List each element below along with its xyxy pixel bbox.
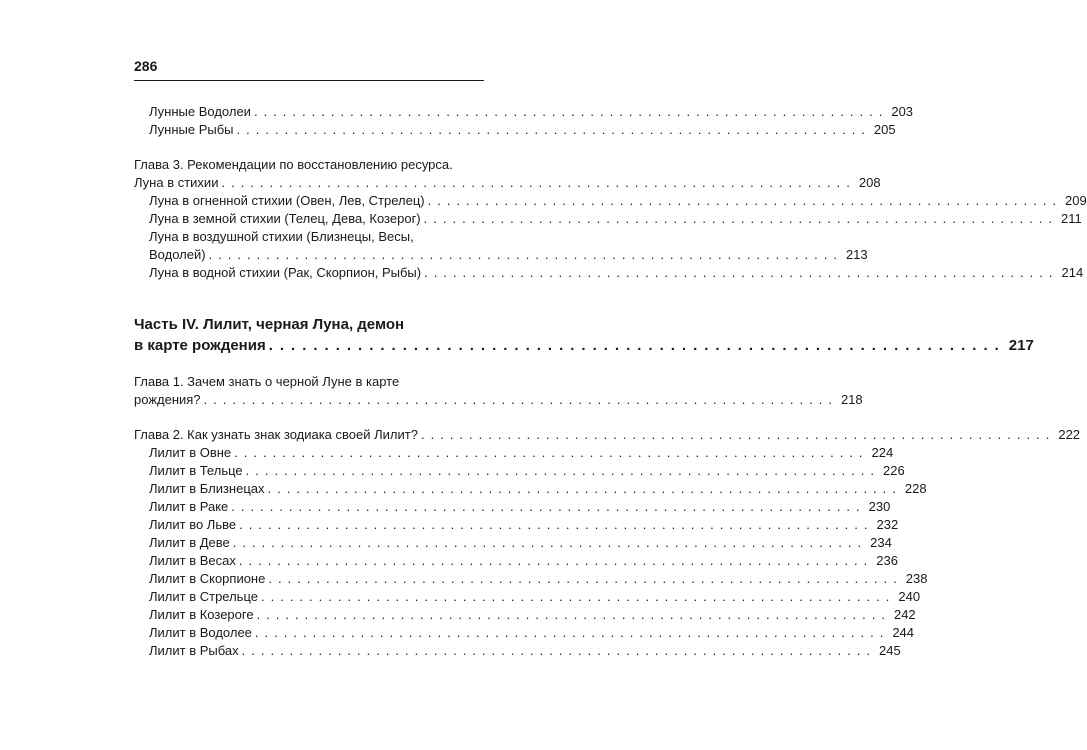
dot-leader: .................................................................. (254, 625, 890, 640)
dot-leader: .................................................................. (234, 445, 869, 460)
chapter-title-line1: Глава 1. Зачем знать о черной Луне в карте (134, 374, 400, 389)
part-title-line1: Часть IV. Лилит, черная Луна, демон (134, 316, 405, 333)
toc-entry-title: Луна в огненной стихии (Овен, Лев, Стрелец) (149, 193, 425, 208)
toc-entry-page: 240 (898, 589, 921, 604)
header-rule (134, 80, 484, 81)
dot-leader: .................................................................. (253, 104, 889, 119)
toc-entry (149, 570, 928, 588)
spacer (134, 356, 485, 373)
toc-entry (149, 462, 905, 480)
toc-entry-title: Лунные Рыбы (149, 122, 234, 137)
toc-entry (149, 606, 916, 624)
toc-entry (149, 246, 868, 264)
dot-leader: .................................................................. (424, 265, 1059, 280)
toc-entry-page: 232 (876, 517, 899, 532)
toc-entry (149, 121, 896, 139)
toc-entry-title: Лилит в Раке (149, 499, 229, 514)
toc-entry-title: Лунные Водолеи (149, 104, 251, 119)
dot-leader: .................................................................. (221, 175, 856, 190)
toc-entry (149, 480, 927, 498)
toc-entry-title: Лилит в Близнецах (149, 481, 265, 496)
toc-entry-title: Лилит в Овне (149, 445, 232, 460)
toc-entry-title: Лилит в Весах (149, 553, 236, 568)
toc-entry-title: Водолей) (149, 247, 206, 262)
toc-entry (149, 103, 914, 121)
dot-leader: .................................................................. (268, 571, 903, 586)
toc-entry-title: Лилит в Скорпионе (149, 571, 266, 586)
dot-leader: .................................................................. (267, 481, 902, 496)
toc-entry-page: 244 (892, 625, 915, 640)
toc-entry-page: 226 (883, 463, 905, 478)
dot-leader: .................................................................. (203, 392, 838, 407)
table-of-contents (134, 103, 1087, 660)
toc-entry-page: 230 (868, 499, 891, 514)
toc-entry-title: Лилит в Тельце (149, 463, 243, 478)
toc-entry (149, 498, 891, 516)
spacer (134, 409, 485, 426)
toc-entry-page: 213 (845, 247, 868, 262)
part-page: 217 (1008, 337, 1034, 354)
toc-entry-title: рождения? (134, 392, 201, 407)
chapter-entry (134, 426, 1081, 444)
part-entry (134, 335, 1034, 356)
dot-leader: .................................................................. (239, 517, 874, 532)
dot-leader: .................................................................. (245, 463, 881, 478)
toc-entry (149, 210, 1082, 228)
toc-entry-title: Лилит в Стрельце (149, 589, 258, 604)
chapter-entry (134, 174, 881, 192)
toc-entry-page: 228 (904, 481, 927, 496)
toc-entry-page: 234 (870, 535, 892, 550)
dot-leader: .................................................................. (420, 427, 1056, 442)
dot-leader: .................................................................. (231, 499, 866, 514)
dot-leader: .................................................................. (268, 337, 1006, 354)
dot-leader: .................................................................. (256, 607, 891, 622)
toc-entry-title: Лилит в Водолее (149, 625, 252, 640)
toc-entry-page: 238 (905, 571, 928, 586)
toc-entry (149, 642, 901, 660)
toc-entry-page: 209 (1065, 193, 1087, 208)
toc-entry-page: 245 (879, 643, 901, 658)
toc-entry-page: 203 (891, 104, 914, 119)
toc-entry-page: 242 (893, 607, 916, 622)
toc-entry-page: 208 (858, 175, 881, 190)
toc-entry-page: 211 (1061, 211, 1082, 226)
toc-entry-title: Лилит во Льве (149, 517, 237, 532)
toc-entry-page: 236 (876, 553, 898, 568)
chapter-entry (134, 391, 863, 409)
page-number: 286 (134, 58, 158, 74)
dot-leader: .................................................................. (241, 643, 877, 658)
toc-entry-page: 224 (871, 445, 894, 460)
toc-entry (149, 552, 898, 570)
toc-entry-page: 222 (1058, 427, 1081, 442)
toc-entry (149, 264, 1084, 282)
dot-leader: .................................................................. (236, 122, 871, 137)
chapter-heading: Глава 3. Рекомендации по восстановлению ресурса. (134, 157, 453, 172)
dot-leader: .................................................................. (232, 535, 868, 550)
toc-entry (149, 192, 1087, 210)
toc-entry-title: Лилит в Деве (149, 535, 230, 550)
toc-entry (149, 534, 892, 552)
toc-entry-title: Луна в стихии (134, 175, 219, 190)
dot-leader: .................................................................. (238, 553, 874, 568)
toc-entry-page: 205 (873, 122, 896, 137)
dot-leader: .................................................................. (260, 589, 896, 604)
toc-entry-title: Глава 2. Как узнать знак зодиака своей Лилит? (134, 427, 418, 442)
spacer (134, 282, 485, 314)
dot-leader: .................................................................. (427, 193, 1062, 208)
toc-entry (149, 624, 915, 642)
toc-entry-title: Лилит в Рыбах (149, 643, 239, 658)
toc-entry (149, 588, 921, 606)
toc-entry (149, 516, 899, 534)
toc-entry-title: Луна в водной стихии (Рак, Скорпион, Рыбы) (149, 265, 422, 280)
toc-entry-page: 214 (1061, 265, 1084, 280)
dot-leader: .................................................................. (423, 211, 1059, 226)
toc-entry (149, 444, 894, 462)
toc-entry-title: Лилит в Козероге (149, 607, 254, 622)
toc-entry-title-line1: Луна в воздушной стихии (Близнецы, Весы, (149, 229, 414, 244)
spacer (134, 139, 485, 156)
dot-leader: .................................................................. (208, 247, 843, 262)
toc-entry-page: 218 (840, 392, 863, 407)
toc-entry-title: Луна в земной стихии (Телец, Дева, Козерог) (149, 211, 421, 226)
part-title-line2: в карте рождения (134, 337, 266, 354)
